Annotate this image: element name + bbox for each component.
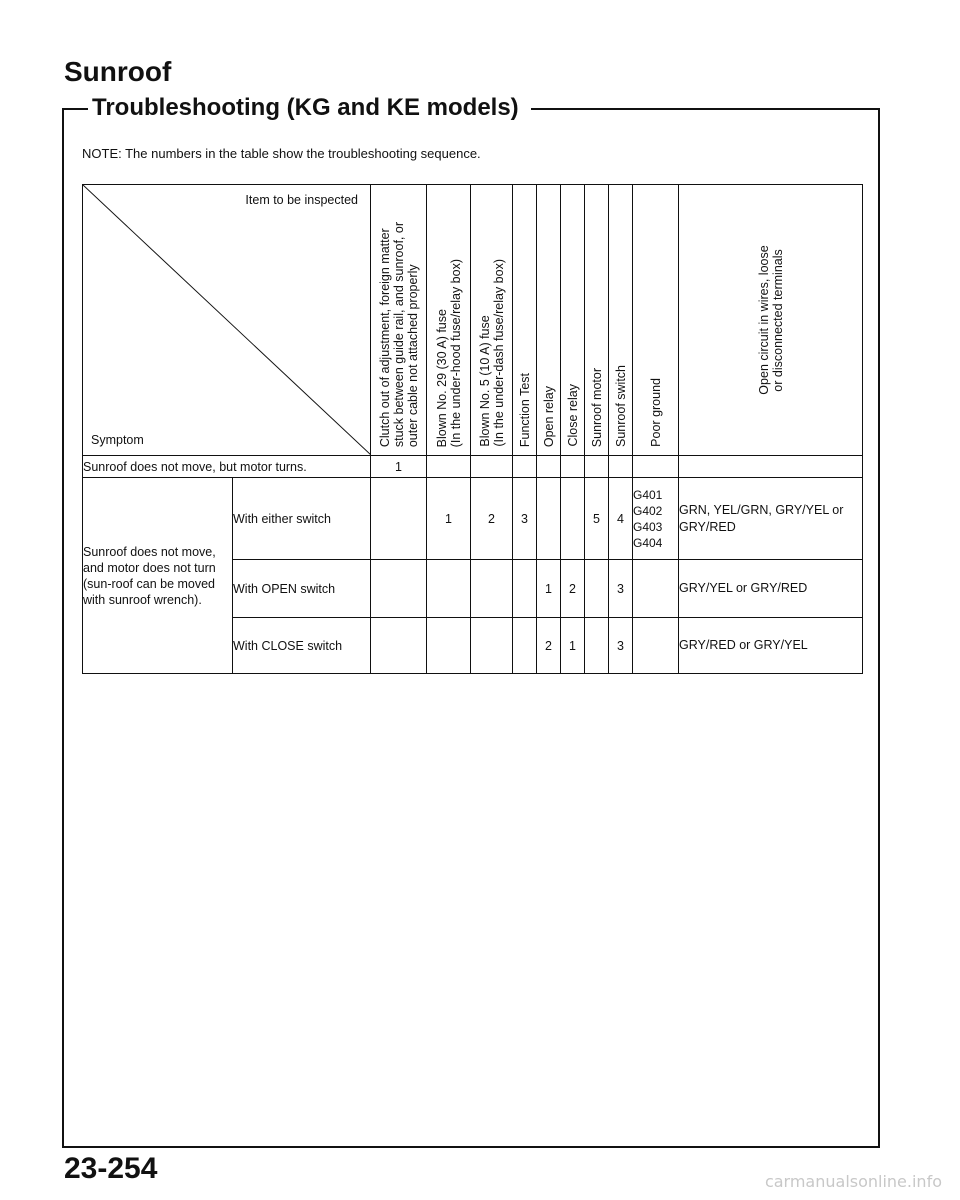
table-cell: 1 [561, 618, 585, 674]
column-header-fuse-5-label: Blown No. 5 (10 A) fuse (In the under-dash fuse/relay box) [477, 259, 506, 447]
ground-point: G401 [633, 487, 663, 502]
column-header-open-circuit [679, 185, 863, 456]
column-header-poor-ground-label: Poor ground [648, 378, 663, 447]
symptom-motor-not-turn: Sunroof does not move, and motor does not turn (sun-roof can be moved with sunroof wrench). [83, 478, 233, 674]
table-cell: 2 [471, 478, 513, 560]
table-cell: 5 [585, 478, 609, 560]
table-cell: 1 [371, 456, 427, 478]
column-header-poor-ground [633, 185, 679, 456]
ground-point: G402 [633, 503, 663, 518]
wire-colors-cell: GRY/RED or GRY/YEL [679, 618, 863, 674]
table-cell: 3 [609, 560, 633, 618]
condition-either-switch: With either switch [233, 478, 371, 560]
table-cell: 3 [609, 618, 633, 674]
ground-cell [633, 618, 679, 674]
table-cell [561, 456, 585, 478]
table-cell [471, 456, 513, 478]
column-header-function-test [513, 185, 537, 456]
table-cell [561, 478, 585, 560]
column-header-open-relay-label: Open relay [541, 385, 556, 447]
table-cell [537, 478, 561, 560]
table-row-either-switch [83, 478, 863, 560]
table-cell [471, 618, 513, 674]
table-cell [427, 618, 471, 674]
column-header-sunroof-motor [585, 185, 609, 456]
column-header-open-relay [537, 185, 561, 456]
table-cell: 2 [537, 618, 561, 674]
ground-cell [633, 560, 679, 618]
symptom-motor-turns: Sunroof does not move, but motor turns. [83, 456, 371, 478]
table-cell [633, 456, 679, 478]
table-cell [371, 478, 427, 560]
column-header-sunroof-switch-label: Sunroof switch [613, 365, 628, 447]
table-cell: 3 [513, 478, 537, 560]
column-header-function-test-label: Function Test [517, 372, 532, 447]
table-cell: 1 [537, 560, 561, 618]
table-cell: 1 [427, 478, 471, 560]
condition-close-switch: With CLOSE switch [233, 618, 371, 674]
column-header-close-relay-label: Close relay [565, 384, 580, 447]
table-cell [513, 560, 537, 618]
table-cell [427, 456, 471, 478]
wire-colors-cell: GRY/YEL or GRY/RED [679, 560, 863, 618]
table-cell [427, 560, 471, 618]
table-cell [585, 560, 609, 618]
ground-point: G403 [633, 519, 663, 534]
table-cell [371, 618, 427, 674]
table-row-motor-turns [83, 456, 863, 478]
column-header-fuse-5 [471, 185, 513, 456]
table-cell: 4 [609, 478, 633, 560]
page-number: 23-254 [64, 1152, 158, 1185]
table-cell: 2 [561, 560, 585, 618]
header-corner [83, 185, 371, 456]
symptom-label: Symptom [91, 433, 144, 447]
table-cell [513, 456, 537, 478]
column-header-clutch-label: Clutch out of adjustment, foreign matter stuck between guide rail, and sunroof, or outer cable not attached properly [377, 221, 420, 447]
table-cell [537, 456, 561, 478]
column-header-sunroof-switch [609, 185, 633, 456]
table-header-row [83, 185, 863, 456]
page-title: Troubleshooting (KG and KE models) [88, 94, 531, 122]
section-title: Sunroof [64, 56, 172, 87]
condition-open-switch: With OPEN switch [233, 560, 371, 618]
item-inspected-label: Item to be inspected [245, 193, 358, 207]
table-cell [371, 560, 427, 618]
table-cell [585, 456, 609, 478]
troubleshooting-table [82, 184, 863, 674]
ground-cell [633, 478, 679, 560]
column-header-clutch [371, 185, 427, 456]
wire-colors-cell: GRN, YEL/GRN, GRY/YEL or GRY/RED [679, 478, 863, 560]
column-header-close-relay [561, 185, 585, 456]
table-cell [471, 560, 513, 618]
watermark: carmanualsonline.info [764, 1172, 942, 1191]
table-cell [679, 456, 863, 478]
column-header-sunroof-motor-label: Sunroof motor [589, 367, 604, 447]
table-cell [609, 456, 633, 478]
table-cell [513, 618, 537, 674]
column-header-fuse-29 [427, 185, 471, 456]
table-note: NOTE: The numbers in the table show the troubleshooting sequence. [82, 146, 481, 161]
table-cell [585, 618, 609, 674]
corner-diagonal [83, 185, 371, 455]
column-header-open-circuit-label: Open circuit in wires, loose or disconnected terminals [756, 245, 785, 395]
column-header-fuse-29-label: Blown No. 29 (30 A) fuse (In the under-hood fuse/relay box) [434, 258, 463, 447]
ground-point: G404 [633, 535, 663, 550]
